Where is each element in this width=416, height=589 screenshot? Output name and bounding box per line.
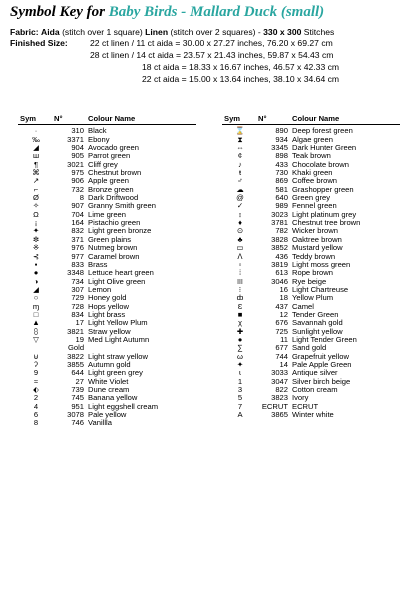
title-prefix: Symbol Key for (10, 4, 105, 20)
colour-name-cell: Winter white (292, 410, 334, 420)
number-cell: 732 (71, 184, 84, 194)
colour-name-cell: Autumn gold (88, 359, 131, 369)
symbol-cell: ○ (33, 293, 39, 303)
number-cell: 164 (71, 218, 84, 228)
number-cell: 14 (279, 359, 288, 369)
finished-size-line-4: 22 ct aida = 15.00 x 13.64 inches, 38.10 x 34.64 cm (142, 74, 340, 84)
number-cell: 3828 (271, 234, 288, 244)
page-title (10, 4, 410, 21)
number-cell: 907 (71, 201, 84, 211)
number-cell: ECRUT (261, 401, 288, 411)
symbol-cell: ♪ (238, 159, 242, 169)
symbol-cell: ● (237, 334, 243, 344)
symbol-cell: ⁝ (238, 284, 242, 294)
colour-name-cell: Green grey (292, 193, 330, 203)
colour-name-cell: Vanillla (88, 418, 112, 428)
symbol-cell: ¶ (33, 159, 39, 169)
number-cell: 18 (279, 293, 288, 303)
colour-name-cell: Pale Apple Green (292, 359, 352, 369)
number-cell: 676 (275, 318, 288, 328)
colour-name-cell: Light brass (88, 309, 126, 319)
number-cell: 3865 (271, 410, 288, 420)
symbol-cell: ▭ (236, 243, 244, 253)
number-cell: 3371 (67, 134, 84, 144)
symbol-cell: ☁ (236, 184, 244, 194)
num-header: N° (258, 115, 292, 125)
table-row (18, 253, 196, 261)
symbol-cell: @ (236, 193, 244, 203)
colour-name-cell: Ebony (88, 134, 110, 144)
number-cell: 12 (279, 309, 288, 319)
colour-name-cell: Oaktree brown (292, 234, 342, 244)
symbol-cell: ⌐ (33, 184, 39, 194)
symbol-cell: ‰ (32, 134, 40, 144)
symbol-cell: ≈ (33, 376, 39, 386)
table-header-row (222, 115, 400, 125)
symbol-cell: ɱ (32, 301, 40, 311)
colour-name-cell: Dune cream (88, 385, 130, 394)
colour-name-cell: Cotton cream (292, 385, 338, 394)
number-cell: 613 (275, 268, 288, 278)
colour-name-cell: Caramel brown (88, 251, 140, 261)
symbol-cell: Ø (33, 193, 39, 203)
symbol-cell: ✧ (32, 201, 40, 211)
symbol-cell: ʔ (34, 359, 38, 369)
colour-name-cell: Light Olive green (88, 276, 146, 286)
symbol-cell: □ (33, 309, 39, 319)
left-table-body (18, 125, 196, 428)
number-cell: 904 (71, 143, 84, 153)
colour-name-cell: Antique silver (292, 368, 338, 378)
colour-name-cell: Light Chartreuse (292, 284, 349, 294)
number-cell: 934 (275, 134, 288, 144)
number-cell: 906 (71, 176, 84, 186)
symbol-cell: A (237, 410, 243, 420)
symbol-cell: ✦ (236, 359, 244, 369)
num-header: N° (54, 115, 88, 125)
colour-name-cell: Chestnut tree brown (292, 218, 361, 228)
symbol-cell: ▫ (238, 259, 242, 269)
colour-name-cell: ECRUT (292, 401, 319, 411)
symbol-cell: 4 (33, 401, 39, 411)
colour-name-cell: Grapefruit yellow (292, 351, 349, 361)
symbol-cell: ♦ (238, 218, 242, 228)
right-table-body (222, 125, 400, 420)
symbol-cell: ▪ (34, 259, 38, 269)
symbol-cell: ⌘ (32, 168, 40, 178)
number-cell: 976 (71, 243, 84, 253)
fabric-stitches: 330 x 300 (263, 27, 302, 37)
colour-name-cell: Deep forest green (292, 126, 353, 136)
colour-name-cell: Fennel green (292, 201, 337, 211)
symbol-cell: ⊰ (32, 251, 40, 261)
symbol-cell: ♂ (237, 176, 243, 186)
finished-label-text: Finished Size: (10, 38, 68, 48)
symbol-cell: ◑ (33, 276, 39, 286)
sym-header: Sym (18, 115, 54, 125)
symbol-cell: ⌛ (235, 126, 245, 136)
number-cell: 977 (71, 251, 84, 261)
number-cell: 27 (75, 376, 84, 386)
symbol-cell: χ (238, 318, 242, 328)
colour-name-cell: Sand gold (292, 343, 327, 353)
symbol-cell: Ɛ (237, 301, 243, 311)
number-cell: 832 (71, 226, 84, 236)
number-cell: 744 (275, 351, 288, 361)
symbol-cell: ▽ (33, 334, 39, 344)
colour-name-wrap: Gold (68, 343, 85, 353)
number-cell: 437 (275, 301, 288, 311)
symbol-cell: 7 (237, 401, 243, 411)
colour-name-cell: Apple green (88, 176, 129, 186)
colour-name-cell: Med Light Autumn (88, 334, 150, 344)
symbol-cell: ȸ (236, 293, 244, 303)
colour-name-cell: Lemon (88, 284, 112, 294)
number-cell: 822 (275, 385, 288, 394)
symbol-cell: ⁞ (238, 268, 242, 278)
number-cell: 905 (71, 151, 84, 161)
symbol-cell: ¡ (34, 218, 38, 228)
symbol-cell: Ω (33, 209, 39, 219)
colour-name-cell: Lime green (88, 209, 126, 219)
colour-name-cell: Chocolate brown (292, 159, 349, 169)
colour-name-cell: Mustard yellow (292, 243, 343, 253)
number-cell: 307 (71, 284, 84, 294)
symbol-cell: ⊙ (236, 226, 244, 236)
number-cell: 3819 (271, 259, 288, 269)
colour-name-cell: Yellow Plum (292, 293, 334, 303)
colour-name-cell: Dark Driftwood (88, 193, 139, 203)
colour-name-cell: Pale yellow (88, 410, 127, 420)
number-cell: 371 (71, 234, 84, 244)
colour-name-cell: Khaki green (292, 168, 333, 178)
number-cell: 3855 (67, 359, 84, 369)
colour-name-cell: Tender Green (292, 309, 339, 319)
fabric-linen: Linen (145, 27, 169, 37)
number-cell: 725 (275, 326, 288, 336)
name-header: Colour Name (88, 115, 196, 125)
symbol-cell: 9 (33, 368, 39, 378)
colour-name-cell: Teak brown (292, 151, 331, 161)
number-cell: 310 (71, 126, 84, 136)
colour-name-cell: Camel (292, 301, 314, 311)
symbol-cell: ⊍ (33, 351, 39, 361)
number-cell: 782 (275, 226, 288, 236)
symbol-cell: ⴷ (237, 251, 243, 261)
symbol-cell: ✓ (236, 201, 244, 211)
symbol-cell: ⩉ (34, 326, 38, 336)
number-cell: 17 (75, 318, 84, 328)
name-header: Colour Name (292, 115, 400, 125)
colour-name-cell: Light moss green (292, 259, 351, 269)
colour-name-cell: Ivory (292, 393, 309, 403)
number-cell: 436 (275, 251, 288, 261)
number-cell: 869 (275, 176, 288, 186)
symbol-cell: 5 (237, 393, 243, 403)
symbol-cell: ◢ (33, 143, 39, 153)
symbol-cell: ● (33, 268, 39, 278)
symbol-cell: ♣ (237, 234, 243, 244)
number-cell: 3348 (67, 268, 84, 278)
colour-name-cell: Light green grey (88, 368, 143, 378)
symbol-key-table-left (18, 115, 196, 428)
table-row (18, 336, 196, 344)
colour-name-cell: Sunlight yellow (292, 326, 343, 336)
number-cell: 3023 (271, 209, 288, 219)
symbol-key-table-right (222, 115, 400, 419)
symbol-cell: ◢ (33, 284, 39, 294)
colour-name-cell: Chestnut brown (88, 168, 142, 178)
colour-name-cell: Black (88, 126, 107, 136)
colour-name-cell: Silver birch beige (292, 376, 351, 386)
number-cell: 739 (71, 385, 84, 394)
table-header-row (18, 115, 196, 125)
number-cell: 16 (279, 284, 288, 294)
number-cell: 3852 (271, 243, 288, 253)
symbol-cell: 2 (33, 393, 39, 403)
number-cell: 746 (71, 418, 84, 428)
finished-size-line-3: 18 ct aida = 18.33 x 16.67 inches, 46.57 x 42.33 cm (142, 62, 340, 72)
number-cell: 730 (275, 168, 288, 178)
symbol-cell: ※ (32, 243, 40, 253)
symbol-cell: 3 (237, 385, 243, 394)
symbol-cell: ✼ (32, 234, 40, 244)
colour-name-cell: Light green bronze (88, 226, 152, 236)
colour-name-cell: Algae green (292, 134, 333, 144)
finished-size-line-2: 28 ct linen / 14 ct aida = 23.57 x 21.43 inches, 59.87 x 54.43 cm (90, 50, 334, 60)
colour-name-cell: Lettuce heart green (88, 268, 154, 278)
number-cell: 8 (79, 193, 84, 203)
colour-name-cell: Green plains (88, 234, 132, 244)
symbol-cell: Ⲽ (237, 276, 243, 286)
number-cell: 729 (71, 293, 84, 303)
colour-name-cell: Teddy brown (292, 251, 336, 261)
symbol-cell: ■ (237, 309, 243, 319)
fabric-line (10, 27, 334, 37)
number-cell: 3047 (271, 376, 288, 386)
number-cell: 433 (275, 159, 288, 169)
number-cell: 581 (275, 184, 288, 194)
colour-name-cell: Rye beige (292, 276, 327, 286)
fabric-label: Fabric: (10, 27, 39, 37)
number-cell: 989 (275, 201, 288, 211)
symbol-cell: 1 (237, 376, 243, 386)
colour-name-cell: Light platinum grey (292, 209, 357, 219)
colour-name-cell: Banana yellow (88, 393, 138, 403)
colour-name-cell: Light Tender Green (292, 334, 357, 344)
number-cell: 3821 (67, 326, 84, 336)
colour-name-cell: Light Yellow Plum (88, 318, 148, 328)
colour-name-cell: Light eggshell cream (88, 401, 159, 411)
symbol-cell: ¢ (237, 151, 243, 161)
symbol-cell: ✚ (236, 326, 244, 336)
number-cell: 3345 (271, 143, 288, 153)
symbol-cell: ⦂ (238, 209, 242, 219)
number-cell: 890 (275, 126, 288, 136)
symbol-cell: ✦ (32, 226, 40, 236)
number-cell: 640 (275, 193, 288, 203)
colour-name-cell: Coffee brown (292, 176, 338, 186)
symbol-cell: ▲ (32, 318, 40, 328)
symbol-cell: 6 (33, 410, 39, 420)
table-row-continuation (18, 344, 196, 352)
symbol-cell: ш (32, 151, 40, 161)
colour-name-cell: White Violet (88, 376, 129, 386)
number-cell: 704 (71, 209, 84, 219)
colour-name-cell: Hops yellow (88, 301, 129, 311)
symbol-cell: 8 (33, 418, 39, 428)
colour-name-cell: Bronze green (88, 184, 134, 194)
number-cell: 745 (71, 393, 84, 403)
number-cell: 11 (280, 334, 288, 344)
colour-name-cell: Dark Hunter Green (292, 143, 357, 153)
sym-header: Sym (222, 115, 258, 125)
colour-name-cell: Granny Smith green (88, 201, 156, 211)
number-cell: 3823 (271, 393, 288, 403)
finished-size-label (10, 38, 68, 48)
number-cell: 833 (71, 259, 84, 269)
number-cell: 898 (275, 151, 288, 161)
finished-size-line-1: 22 ct linen / 11 ct aida = 30.00 x 27.27 inches, 76.20 x 69.27 cm (90, 38, 333, 48)
symbol-cell: ɩ (239, 368, 241, 378)
number-cell: 3781 (271, 218, 288, 228)
fabric-linen-note: (stitch over 2 squares) - (170, 27, 261, 37)
number-cell: 677 (275, 343, 288, 353)
table-row (222, 386, 400, 394)
symbol-cell: ⬖ (33, 385, 39, 394)
number-cell: 19 (75, 334, 84, 344)
fabric-aida-note: (stitch over 1 square) (62, 27, 143, 37)
number-cell: 3033 (271, 368, 288, 378)
number-cell: 644 (71, 368, 84, 378)
colour-name-cell: Parrot green (88, 151, 131, 161)
colour-name-cell: Avocado green (88, 143, 139, 153)
colour-name-cell: Honey gold (88, 293, 127, 303)
colour-name-cell: Savannah gold (292, 318, 343, 328)
number-cell: 3021 (67, 159, 84, 169)
symbol-cell: ŧ (238, 168, 242, 178)
colour-name-cell: Rope brown (292, 268, 333, 278)
table-row (18, 419, 196, 427)
number-cell: 3822 (67, 351, 84, 361)
symbol-cell: · (34, 126, 38, 136)
number-cell: 734 (71, 276, 84, 286)
colour-name-cell: Pistachio green (88, 218, 141, 228)
symbol-cell: ∑ (237, 343, 243, 353)
number-cell: 3046 (271, 276, 288, 286)
number-cell: 728 (71, 301, 84, 311)
number-cell: 3078 (67, 410, 84, 420)
symbol-cell: ⧗ (237, 134, 243, 144)
title-accent: Baby Birds - Mallard Duck (small) (108, 4, 325, 20)
colour-name-cell: Light straw yellow (88, 351, 148, 361)
colour-name-cell: Cliff grey (88, 159, 118, 169)
table-row (222, 411, 400, 419)
colour-name-cell: Nutmeg brown (88, 243, 138, 253)
colour-name-cell: Grashopper green (292, 184, 354, 194)
number-cell: 951 (71, 401, 84, 411)
colour-name-cell: Straw yellow (88, 326, 131, 336)
fabric-stitches-word: Stitches (303, 27, 335, 37)
colour-name-cell: Wicker brown (292, 226, 338, 236)
fabric-aida: Aida (41, 27, 60, 37)
number-cell: 834 (71, 309, 84, 319)
symbol-cell: ω (237, 351, 243, 361)
number-cell: 975 (71, 168, 84, 178)
symbol-cell: ⇔ (236, 143, 244, 153)
symbol-cell: ↗ (32, 176, 40, 186)
colour-name-cell: Brass (88, 259, 108, 269)
